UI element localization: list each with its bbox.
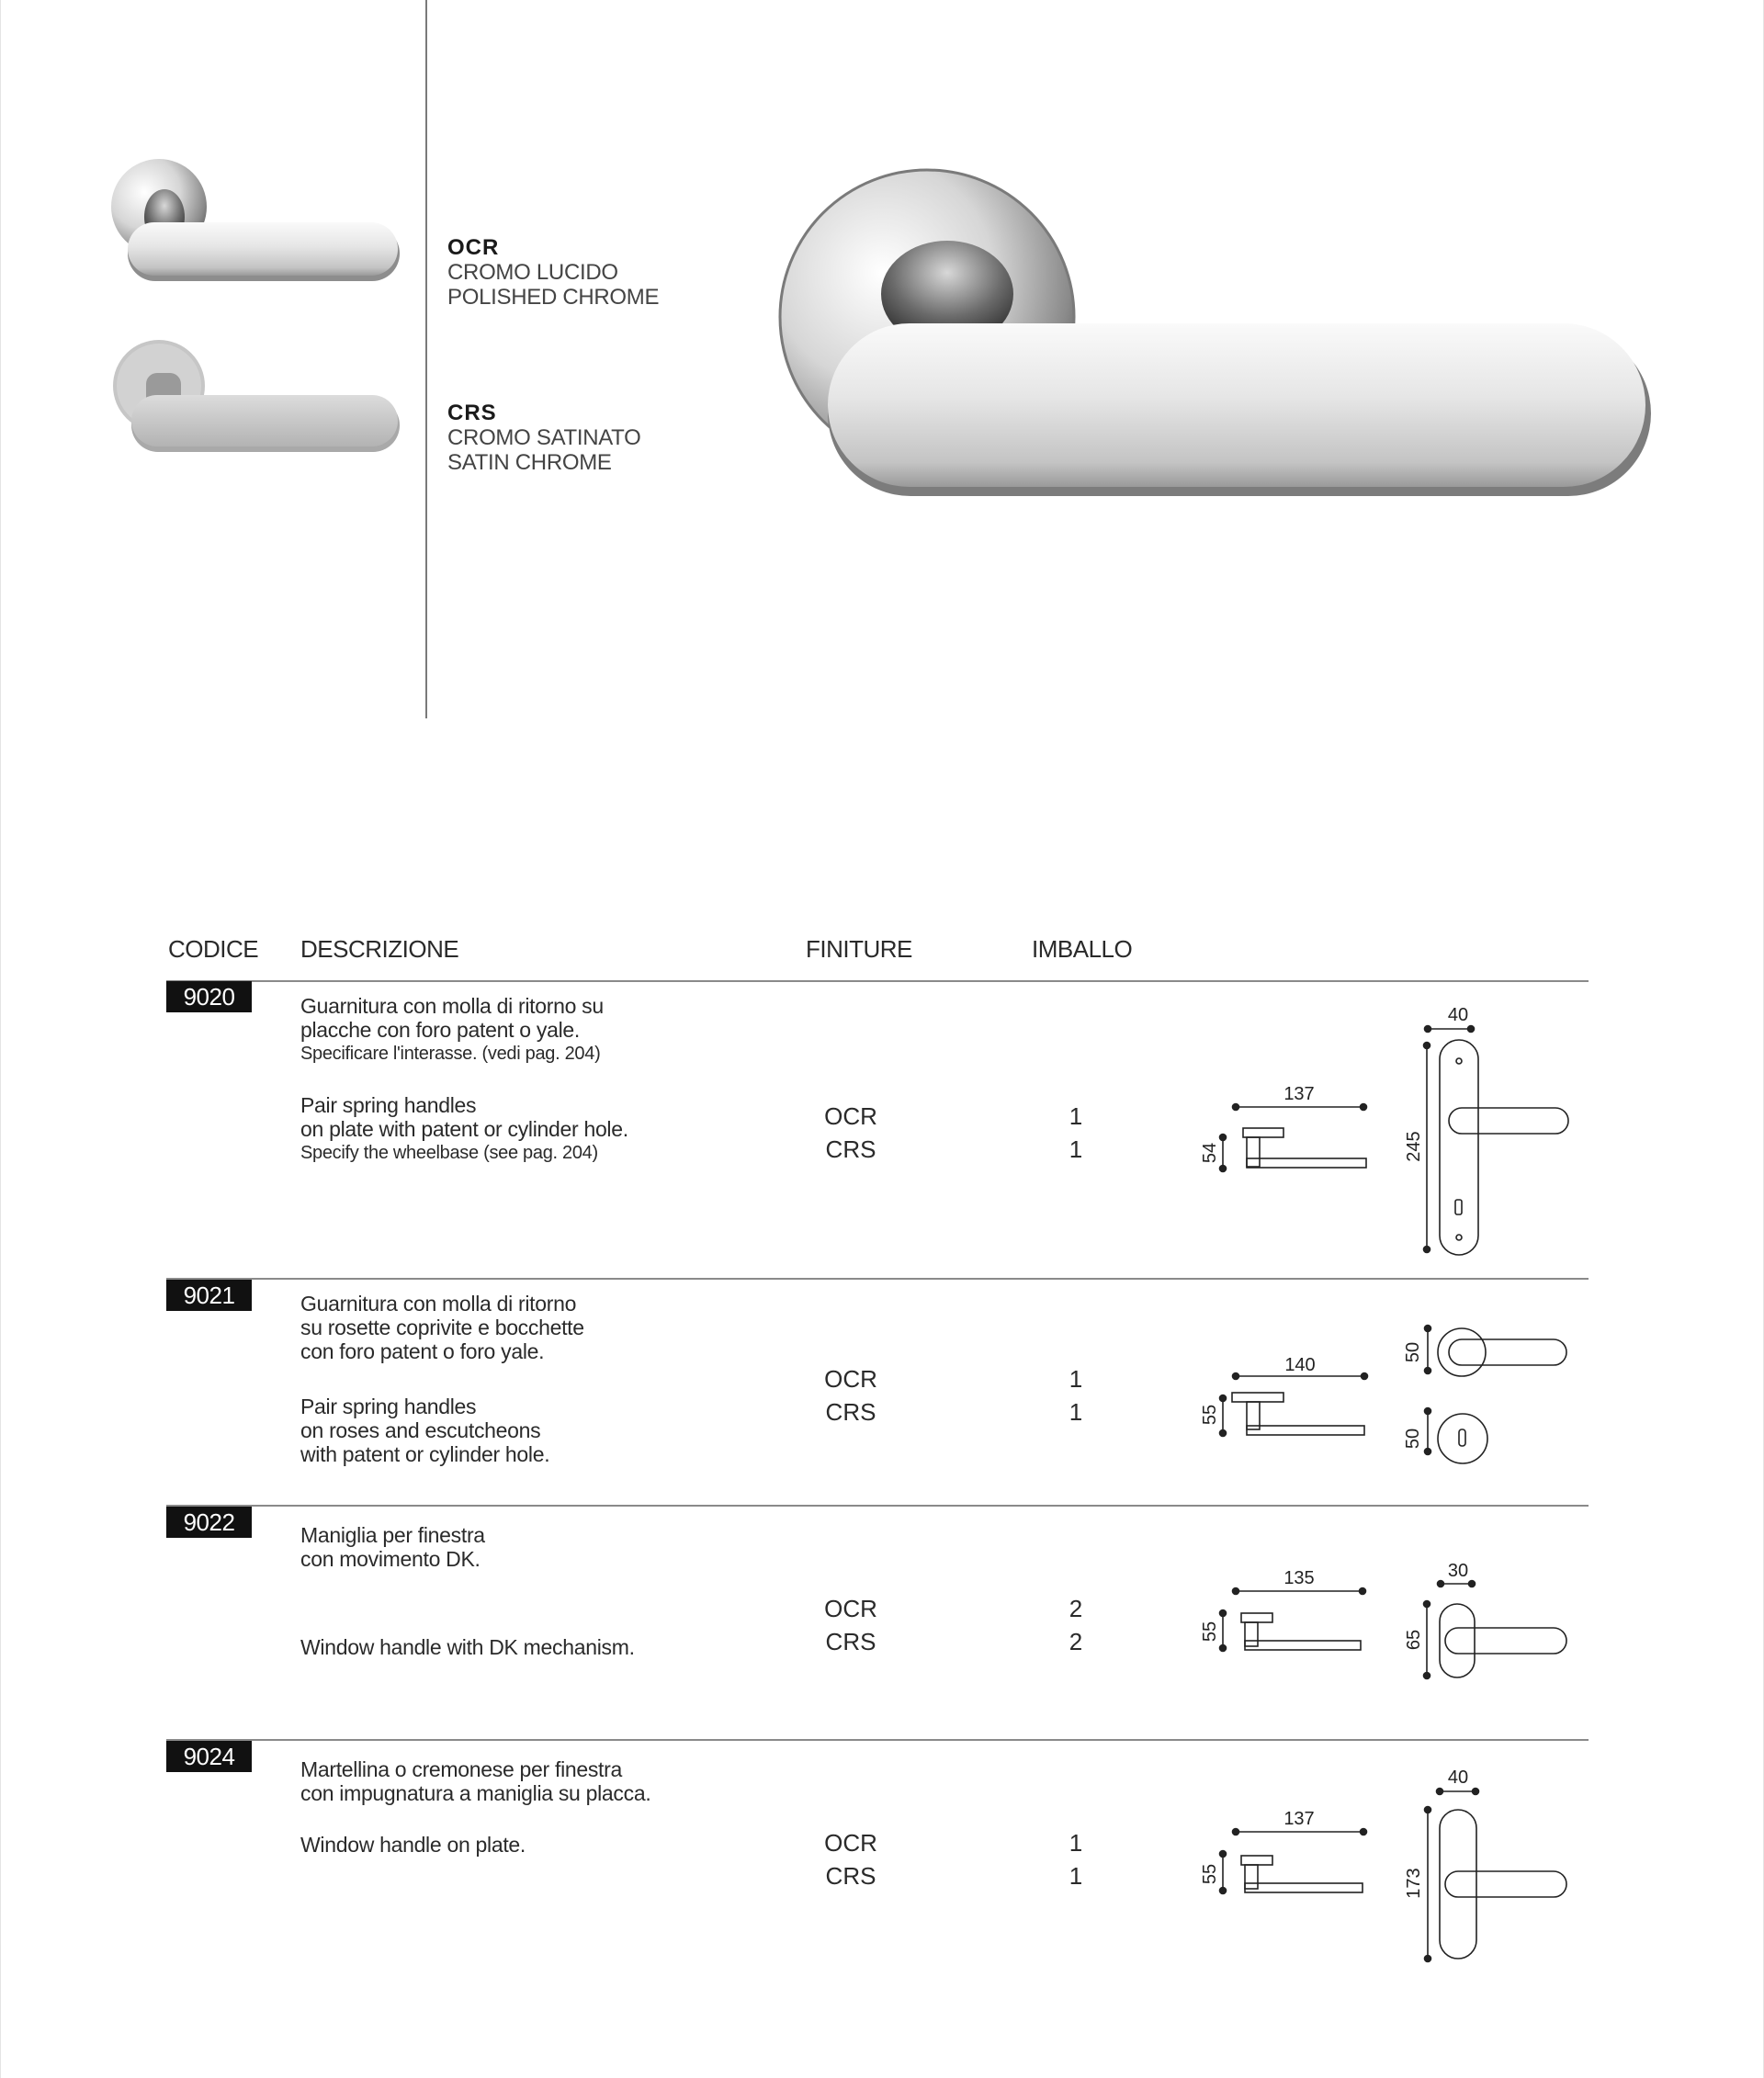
- desc-line: Guarnitura con molla di ritorno: [300, 1292, 577, 1316]
- desc-line: con foro patent o foro yale.: [300, 1339, 545, 1363]
- finish-value: OCR: [824, 1595, 877, 1622]
- product-code-9021: 9021: [166, 1280, 252, 1311]
- qty-value: 1: [1069, 1398, 1083, 1426]
- dim-length: 137: [1283, 1809, 1315, 1829]
- col-header-finishes: FINITURE: [806, 935, 912, 963]
- desc-line: Martellina o cremonese per finestra: [300, 1757, 622, 1781]
- qty-value: 1: [1069, 1102, 1083, 1130]
- desc-line: su rosette coprivite e bocchette: [300, 1316, 584, 1339]
- dim-plate-width: 30: [1447, 1561, 1469, 1581]
- diagram-9022: [1195, 1553, 1581, 1690]
- diagram-9021: [1195, 1286, 1581, 1488]
- description-9022: [300, 1523, 797, 1659]
- desc-line: Pair spring handles: [300, 1093, 477, 1117]
- qty-value: 1: [1069, 1829, 1083, 1857]
- table-rule: [166, 1278, 1589, 1280]
- dim-plate-width: 40: [1447, 1767, 1469, 1788]
- dim-rose: 50: [1403, 1341, 1423, 1363]
- dim-length: 137: [1283, 1084, 1315, 1104]
- desc-line: on roses and escutcheons: [300, 1418, 541, 1442]
- desc-note: Specificare l'interasse. (vedi pag. 204): [300, 1044, 601, 1064]
- table-rule: [166, 980, 1589, 982]
- finish-crs: [447, 401, 640, 475]
- dim-height: 55: [1200, 1621, 1220, 1643]
- product-code-9020: 9020: [166, 981, 252, 1012]
- packaging-9020: [1021, 1100, 1131, 1166]
- finish-value: CRS: [825, 1135, 876, 1163]
- description-9024: [300, 1757, 797, 1857]
- finishes-9022: [782, 1592, 920, 1658]
- finishes-9020: [782, 1100, 920, 1166]
- dim-length: 140: [1284, 1355, 1316, 1375]
- product-illustrations: [1, 0, 1764, 735]
- qty-value: 2: [1069, 1628, 1083, 1655]
- dim-plate-height: 173: [1404, 1868, 1424, 1899]
- finishes-9024: [782, 1826, 920, 1892]
- finish-value: CRS: [825, 1862, 876, 1890]
- table-rule: [166, 1739, 1589, 1741]
- qty-value: 1: [1069, 1135, 1083, 1163]
- qty-value: 2: [1069, 1595, 1083, 1622]
- product-code-9024: 9024: [166, 1741, 252, 1772]
- finish-name-it: CROMO LUCIDO: [447, 260, 618, 285]
- ocr-handle-thumbnail: [111, 159, 400, 281]
- packaging-9021: [1021, 1362, 1131, 1429]
- finishes-9021: [782, 1362, 920, 1429]
- crs-handle-thumbnail: [113, 340, 400, 452]
- main-handle-illustration: [780, 170, 1651, 496]
- finish-value: OCR: [824, 1102, 877, 1130]
- finish-value: CRS: [825, 1398, 876, 1426]
- description-9021: [300, 1292, 797, 1466]
- col-header-packaging: IMBALLO: [1032, 935, 1133, 963]
- desc-line: Window handle on plate.: [300, 1833, 526, 1857]
- desc-line: con movimento DK.: [300, 1547, 481, 1571]
- desc-line: Guarnitura con molla di ritorno su: [300, 994, 604, 1018]
- diagram-9020: [1195, 992, 1581, 1268]
- col-header-code: CODICE: [168, 935, 259, 963]
- desc-line: on plate with patent or cylinder hole.: [300, 1117, 628, 1141]
- finish-value: OCR: [824, 1829, 877, 1857]
- desc-line: Pair spring handles: [300, 1395, 477, 1418]
- dim-plate-width: 40: [1447, 1005, 1469, 1025]
- finish-ocr: [447, 235, 659, 310]
- product-code-9022: 9022: [166, 1507, 252, 1538]
- finish-name-en: POLISHED CHROME: [447, 285, 660, 310]
- dim-height: 55: [1200, 1404, 1220, 1426]
- packaging-9022: [1021, 1592, 1131, 1658]
- desc-line: Maniglia per finestra: [300, 1523, 485, 1547]
- finish-name-it: CROMO SATINATO: [447, 425, 641, 450]
- finish-code: OCR: [447, 235, 500, 260]
- vertical-divider: [425, 0, 427, 718]
- desc-line: with patent or cylinder hole.: [300, 1442, 550, 1466]
- dim-escutcheon: 50: [1403, 1428, 1423, 1450]
- dim-plate-height: 65: [1404, 1629, 1424, 1651]
- desc-note: Specify the wheelbase (see pag. 204): [300, 1143, 598, 1163]
- finish-value: CRS: [825, 1628, 876, 1655]
- finish-code: CRS: [447, 401, 497, 425]
- qty-value: 1: [1069, 1862, 1083, 1890]
- description-9020: [300, 994, 797, 1165]
- desc-line: placche con foro patent o yale.: [300, 1018, 580, 1042]
- diagram-9024: [1195, 1755, 1581, 1975]
- dim-plate-height: 245: [1404, 1131, 1424, 1162]
- packaging-9024: [1021, 1826, 1131, 1892]
- qty-value: 1: [1069, 1365, 1083, 1393]
- dim-length: 135: [1283, 1568, 1315, 1588]
- dim-height: 55: [1200, 1863, 1220, 1885]
- desc-line: Window handle with DK mechanism.: [300, 1635, 635, 1659]
- finish-value: OCR: [824, 1365, 877, 1393]
- col-header-description: DESCRIZIONE: [300, 935, 459, 963]
- table-rule: [166, 1505, 1589, 1507]
- desc-line: con impugnatura a maniglia su placca.: [300, 1781, 651, 1805]
- finish-name-en: SATIN CHROME: [447, 450, 612, 475]
- dim-height: 54: [1200, 1142, 1220, 1164]
